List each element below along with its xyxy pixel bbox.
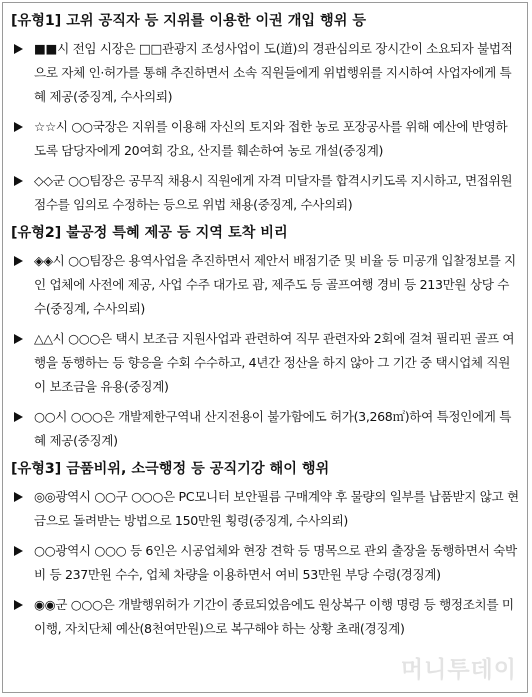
list-item-text: ◉◉군 ○○○은 개발행위허가 기간이 종료되었음에도 원상복구 이행 명령 등 행정조치를 미이행, 자치단체 예산(8천여만원)으로 복구해야 하는 상황 초래(경징계) xyxy=(34,597,514,636)
list-item xyxy=(11,327,519,399)
document-frame xyxy=(2,2,528,693)
category-heading-1: [유형1] 고위 공직자 등 지위를 이용한 이권 개입 행위 등 xyxy=(11,13,367,29)
triangle-bullet-icon xyxy=(14,546,23,556)
list-item xyxy=(11,37,519,109)
triangle-bullet-icon xyxy=(14,412,23,422)
list-item-text: ◎◎광역시 ○○구 ○○○은 PC모니터 보안필름 구매계약 후 물량의 일부를 납품받지 않고 현금으로 돌려받는 방법으로 150만원 횡령(중징계, 수사의뢰) xyxy=(34,489,519,528)
list-item-text: ○○시 ○○○은 개발제한구역내 산지전용이 불가함에도 허가(3,268㎡)하여 특정인에게 특혜 제공(중징계) xyxy=(34,409,512,448)
category-heading-2: [유형2] 불공정 특혜 제공 등 지역 토착 비리 xyxy=(11,225,288,241)
list-item-text: ■■시 전임 시장은 □□관광지 조성사업이 도(道)의 경관심의로 장시간이 소요되자 불법적으로 자체 인·허가를 통해 추진하면서 소속 직원들에게 위법행위를 지시하여 사업자에게 특혜 제공(중징계, 수사의뢰) xyxy=(34,41,513,104)
list-item-text: ☆☆시 ○○국장은 지위를 이용해 자신의 토지와 접한 농로 포장공사를 위해 예산에 반영하도록 담당자에게 20여회 강요, 산지를 훼손하여 농로 개설(중징계) xyxy=(34,119,508,158)
list-item xyxy=(11,539,519,587)
triangle-bullet-icon xyxy=(14,334,23,344)
list-item xyxy=(11,485,519,533)
list-item xyxy=(11,115,519,163)
document-content xyxy=(3,3,527,641)
list-item xyxy=(11,169,519,217)
list-item xyxy=(11,405,519,453)
triangle-bullet-icon xyxy=(14,256,23,266)
triangle-bullet-icon xyxy=(14,44,23,54)
triangle-bullet-icon xyxy=(14,600,23,610)
watermark-logo: 머니투데이 xyxy=(400,657,517,683)
triangle-bullet-icon xyxy=(14,492,23,502)
list-item-text: ◈◈시 ○○팀장은 용역사업을 추진하면서 제안서 배점기준 및 비율 등 미공개 입찰정보를 지인 업체에 사전에 제공, 사업 수주 대가로 괌, 제주도 등 골프여행 경비 등 213만원 상당 수수(중징계, 수사의뢰) xyxy=(34,253,516,316)
list-item-text: △△시 ○○○은 택시 보조금 지원사업과 관련하여 직무 관련자와 2회에 걸쳐 필리핀 골프 여행을 동행하는 등 향응을 수회 수수하고, 4년간 정산을 하지 않아 그 기간 중 택시업체 직원이 보조금을 유용(중징계) xyxy=(34,331,515,394)
list-item-text: ○○광역시 ○○○ 등 6인은 시공업체와 현장 견학 등 명목으로 관외 출장을 동행하면서 숙박비 등 237만원 수수, 업체 차량을 이용하면서 여비 53만원 부당 수령(경징계) xyxy=(34,543,517,582)
triangle-bullet-icon xyxy=(14,176,23,186)
list-item xyxy=(11,593,519,641)
triangle-bullet-icon xyxy=(14,122,23,132)
list-item-text: ◇◇군 ○○팀장은 공무직 채용시 직원에게 자격 미달자를 합격시키도록 지시하고, 면접위원 점수를 임의로 수정하는 등으로 위법 채용(중징계, 수사의뢰) xyxy=(34,173,513,212)
category-heading-3: [유형3] 금품비위, 소극행정 등 공직기강 해이 행위 xyxy=(11,461,330,477)
list-item xyxy=(11,249,519,321)
